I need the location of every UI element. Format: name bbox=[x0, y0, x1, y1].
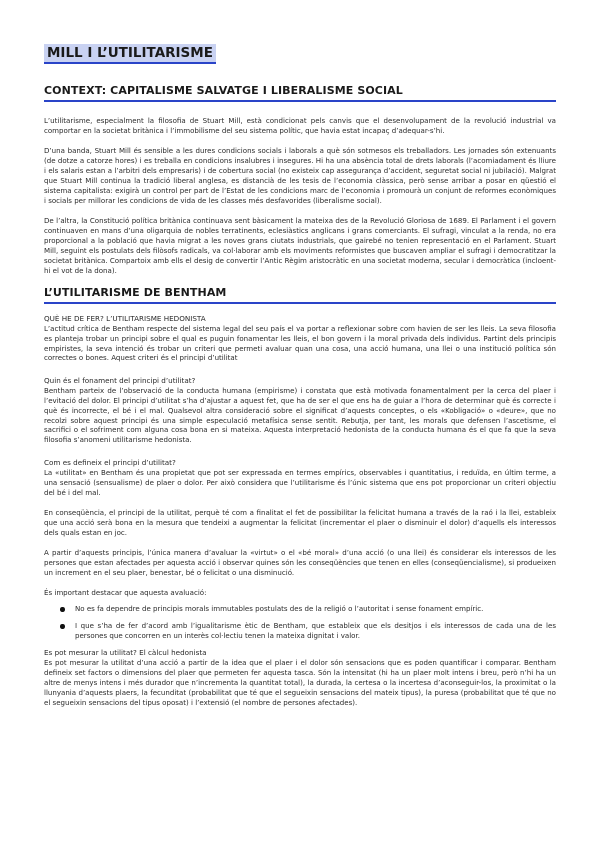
paragraph: L’actitud crítica de Bentham respecte del sistema legal del seu país el va portar a reflexionar sobre com havien de ser les lleis. La seva filosofia es planteja trobar un principi sobre el qual es puguin fonamentar les lleis, el bon govern i la moral privada dels individus. Partint dels principis empiristes, la seva intenció és trobar un criteri que permeti avaluar quan una cosa, una acció humana, una llei o una institució política són correctes o bones. Aquest criteri és el principi d’utilitat bbox=[44, 323, 556, 363]
bullet-icon bbox=[60, 624, 65, 629]
paragraph: D’una banda, Stuart Mill és sensible a les dures condicions socials i laborals a què són sotmesos els treballadors. Les jornades són extenuants (de dotze a catorze hores) i es treballa en condicions insalubres i insegures. Hi ha una absència total de drets laborals (l’acomiadament és lliure i els salaris estan a l’arbitri dels empresaris) i de cobertura social (no existeix cap assegurança d’accident, seguretat social ni jubilació). Malgrat que Stuart Mill continua la tradició liberal anglesa, es distancià de les tesis de l’economia clàssica, però sense arribar a posar en qüestió el sistema capitalista: exigirà un control per part de l’Estat de les condicions marc de l’economia i promourà un conjunt de reformes econòmiques i socials per millorar les condicions de vida de les classes més desfavorides (liberalisme social). bbox=[44, 146, 556, 205]
subheading: QUÈ HE DE FER? L’UTILITARISME HEDONISTA bbox=[44, 313, 206, 323]
subheading: Quin és el fonament del principi d’utilitat? bbox=[44, 375, 196, 385]
section-divider bbox=[44, 302, 556, 304]
section-header-context bbox=[44, 84, 556, 102]
subheading: Es pot mesurar la utilitat? El càlcul hedonista bbox=[44, 648, 207, 658]
list-item bbox=[60, 621, 556, 641]
section-heading: L’UTILITARISME DE BENTHAM bbox=[44, 285, 227, 299]
document-title: MILL I L’UTILITARISME bbox=[44, 44, 216, 64]
list-item-text: No es fa dependre de principis morals immutables postulats des de la religió o l’autoritat i sense fonament empíric. bbox=[75, 604, 484, 614]
section-header-bentham bbox=[44, 286, 556, 304]
paragraph: És important destacar que aquesta avaluació: bbox=[44, 588, 207, 598]
section-heading: CONTEXT: CAPITALISME SALVATGE I LIBERALISME SOCIAL bbox=[44, 84, 403, 97]
subheading: Com es defineix el principi d’utilitat? bbox=[44, 457, 176, 467]
bullet-icon bbox=[60, 607, 65, 612]
paragraph: A partir d’aquests principis, l’única manera d’avaluar la «virtut» o el «bé moral» d’una acció (o una llei) és considerar els interessos de les persones que estan afectades per aquesta acció i observar quines són les conseqüències que tenen en elles (conseqüencialisme), si produeixen un increment en el seu plaer, benestar, bé o felicitat o una disminució. bbox=[44, 548, 556, 577]
paragraph: La «utilitat» en Bentham és una propietat que pot ser expressada en termes empírics, observables i quantitatius, i reduïda, en últim terme, a una sensació (sensualisme) de plaer o dolor. Per això considera que l’utilitarisme és l’únic sistema que ens pot proporcionar un criteri objectiu del bé i del mal. bbox=[44, 467, 556, 497]
list-item bbox=[60, 604, 556, 614]
paragraph: En conseqüència, el principi de la utilitat, perquè té com a finalitat el fet de possibilitar la felicitat humana a través de la raó i la llei, estableix que una acció serà bona en la mesura que tendeixi a augmentar la felicitat (incrementar el plaer o disminuir el dolor) d’aquells els interessos dels quals estan en joc. bbox=[44, 507, 556, 537]
paragraph: Es pot mesurar la utilitat d’una acció a partir de la idea que el plaer i el dolor són sensacions que es poden quantificar i comparar. Bentham defineix set factors o dimensions del plaer que permeten fer aquesta tasca. Són la intensitat (hi ha un plaer molt intens i breu, però n’hi ha un altre de menys intens i més durador que n’incrementa la quantitat total), la durada, la certesa o la incertesa d’aconseguir-los, la proximitat o la llunyania d’aquests plaers, la fecunditat (probabilitat que té que el segueixin sensacions del mateix tipus), la puresa (probabilitat que té que no el segueixin sensacions del tipus oposat) i l’extensió (el nombre de persones afectades). bbox=[44, 658, 556, 707]
list-item-text: I que s’ha de fer d’acord amb l’igualitarisme ètic de Bentham, que estableix que els desitjos i els interessos de cada una de les persones que concorren en un interès col·lectiu tenen la mateixa dignitat i valor. bbox=[75, 621, 556, 641]
paragraph: L’utilitarisme, especialment la filosofia de Stuart Mill, està condicionat pels canvis que el desenvolupament de la revolució industrial va comportar en la societat britànica i l’immobilisme del seu sistema polític, que havia estat incapaç d’adequar-s’hi. bbox=[44, 116, 556, 135]
paragraph: Bentham parteix de l’observació de la conducta humana (empirisme) i constata que està motivada fonamentalment per la cerca del plaer i l’evitació del dolor. El principi d’utilitat s’ha d’ajustar a aquest fet, que ha de ser el que ens ha de guiar a l’hora de determinar què és correcte i què és incorrecte, el bé i el mal. Qualsevol altra consideració sobre el significat d’aquests conceptes, o els «Kobligació» o «deure», que no recolzi sobre aquest principi és una simple especulació metafísica sense sentit. Rebutja, per tant, les morals que defensen l’ascetisme, el sacrifici o el sofriment com alguna cosa bona en si mateixa. Aquesta interpretació hedonista de la conducta humana és el que fa que la seva filosofia s’anomeni utilitarisme hedonista. bbox=[44, 385, 556, 445]
section-divider bbox=[44, 100, 556, 102]
paragraph: De l’altra, la Constitució política britànica continuava sent bàsicament la mateixa des de la Revolució Gloriosa de 1689. El Parlament i el govern continuaven en mans d’una oligarquia de nobles terratinents, eclesiàstics anglicans i grans comerciants. El sufragi, vinculat a la renda, no era proporcional a la població que havia migrat a les noves grans ciutats industrials, que gairebé no tenien representació en el Parlament. Stuart Mill, seguint els postulats dels filòsofs radicals, va col·laborar amb els moviments reformistes que buscaven ampliar el sufragi i democratitzar la societat britànica. Compartoix amb ells el desig de convertir l’Antic Règim aristocràtic en una societat moderna, secular i democràtica (incloent-hi el vot de la dona). bbox=[44, 216, 556, 275]
bullet-list bbox=[44, 604, 556, 641]
